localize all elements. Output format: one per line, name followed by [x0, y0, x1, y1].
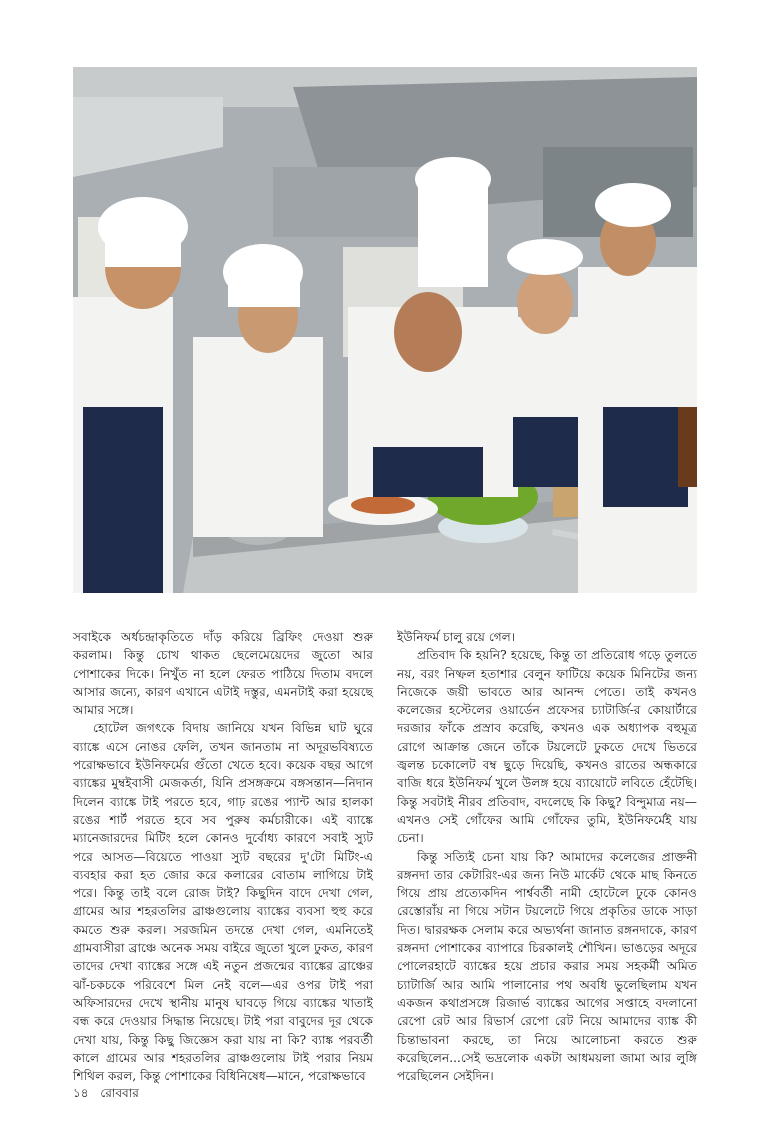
article-paragraph: প্রতিবাদ কি হয়নি? হয়েছে, কিন্তু তা প্রতিরোধ গড়ে তুলতে নয়, বরং নিষ্ফল হতাশার বেলুন ফাটিয়ে কয়েক মিনিটের জন্য নিজেকে জয়ী ভাবতে আর আনন্দ পেতে। তাই কখনও কলেজের হস্টেলের ওয়ার্ডেন প্রফেসর চ্যাটার্জি-র কোয়ার্টারে দরজার ফাঁকে প্রস্রাব করেছি, কখনও এক অধ্যাপক বহুমূত্র রোগে আক্রান্ত জেনে তাঁকে টয়লেটে ঢুকতে দেখে ভিতরে জ্বলন্ত চকোলেট বম্ব ছুড়ে দিয়েছি, কখনও রাতের অন্ধকারে বাজি ধরে ইউনিফর্ম খুলে উলঙ্গ হয়ে ব্যায়োটে লবিতে হেঁটেছি। কিন্তু সবটাই নীরব প্রতিবাদ, বদলেছে কি কিছু? বিন্দুমাত্র নয়—এখনও সেই গোঁফের আমি গোঁফের তুমি, ইউনিফর্মেই যায় চেনা।: [397, 648, 697, 846]
article-paragraph: সবাইকে অর্ধচন্দ্রাকৃতিতে দাঁড় করিয়ে ব্রিফিং দেওয়া শুরু করলাম। কিন্তু চোখ থাকত ছেলেমেয়েদের জুতো আর পোশাকের দিকে। নিখুঁত না হলে ফেরত পাঠিয়ে দিতাম বদলে আসার জন্যে, কারণ এখানে এটাই দস্তুর, এমনটাই করা হয়েছে আমার সঙ্গে।: [73, 630, 373, 718]
article-paragraph: কিন্তু সত্যিই চেনা যায় কি? আমাদের কলেজের প্রাক্তনী রঙ্গনদা তার কেটারিং-এর জন্য নিউ মার্কেট থেকে মাছ কিনতে গিয়ে প্রায় প্রত্যেকদিন পার্শ্ববর্তী নামী হোটেলে ঢুকে কোনও রেস্তোরাঁয় না গিয়ে সটান টয়লেটে গিয়ে প্রকৃতির ডাকে সাড়া দিত। দ্বাররক্ষক সেলাম করে অভ্যর্থনা জানাত রঙ্গনদাকে, কারণ রঙ্গনদা পোশাকের ব্যাপারে চিরকালই শৌখিন। ভাঙড়ের অদূরে পোলেরহাটে ব্যাঙ্কের হয়ে প্রচার করার সময় সহকর্মী অমিত চ্যাটার্জি আর আমি পালানোর পথ অবধি ভুলেছিলাম যখন একজন কথাপ্রসঙ্গে রিজার্ভ ব্যাঙ্কের আগের সপ্তাহে বদলানো রেপো রেট আর রিভার্স রেপো রেট নিয়ে আমাদের ব্যাঙ্ক কী চিন্তাভাবনা করছে, তা নিয়ে আলোচনা করতে শুরু করেছিলেন...সেই ভদ্রলোক একটা আধময়লা জামা আর লুঙ্গি পরেছিলেন সেইদিন।: [397, 849, 697, 1084]
article-column-right: [397, 628, 697, 1085]
chef-class-photo: [73, 67, 697, 593]
article-paragraph: হোটেল জগৎকে বিদায় জানিয়ে যখন বিভিন্ন ঘাট ঘুরে ব্যাঙ্কে এসে নোঙর ফেলি, তখন জানতাম না অদূরভবিষ্যতে পরোক্ষভাবে ইউনিফর্মের গুঁতো খেতে হবে। কয়েক বছর আগে ব্যাঙ্কের মুম্বইবাসী মেজকর্তা, যিনি প্রসঙ্গক্রমে বঙ্গসন্তান—নিদান দিলেন ব্যাঙ্কে টাই পরতে হবে, গাঢ় রঙের প্যান্ট আর হালকা রঙের শার্ট পরতে হবে সব পুরুষ কর্মচারীকে। এই ব্যাঙ্কে ম্যানেজারদের মিটিং হলে কোনও দুর্বোধ্য কারণে সবাই স্যুট পরে আসত—বিয়েতে পাওয়া স্যুট বছরের দু'টো মিটিং-এ ব্যবহার করা হত জোর করে কলারের বোতাম লাগিয়ে টাই পরে। কিন্তু তাই বলে রোজ টাই? কিছুদিন বাদে দেখা গেল, গ্রামের আর শহরতলির ব্রাঞ্চগুলোয় ব্যাঙ্কের ব্যবসা হুহু করে কমতে শুরু করল। সরজমিন তদন্তে দেখা গেল, এমনিতেই গ্রামবাসীরা ব্রাঞ্চে অনেক সময় বাইরে জুতো খুলে ঢুকত, কারণ তাদের দেখা ব্যাঙ্কের সঙ্গে এই নতুন প্রজন্মের ব্যাঙ্কের ব্রাঞ্চের ঝাঁ-চকচকে পরিবেশে মিল নেই বলে—এর ওপর টাই পরা অফিসারদের দেখে স্থানীয় মানুষ ঘাবড়ে গিয়ে ব্যাঙ্কের খাতাই বন্ধ করে দেওয়ার সিদ্ধান্ত নিয়েছে। টাই পরা বাবুদের দূর থেকে দেখা যায়, কিন্তু কিছু জিজ্ঞেস করা যায় না কি? ব্যাঙ্ক পরবর্তী কালে গ্রামের আর শহরতলির ব্রাঞ্চগুলোয় টাই পরার নিয়ম শিথিল করল, কিন্তু পোশাকের বিধিনিষেধ—মানে, পরোক্ষভাবে: [73, 721, 373, 1084]
magazine-name: রোববার: [100, 1086, 139, 1100]
article-column-left: [73, 628, 373, 1085]
chef-photo-illustration: [73, 67, 697, 593]
page-footer: [73, 1085, 147, 1105]
article-paragraph: ইউনিফর্ম চালু রয়ে গেল।: [397, 630, 516, 644]
page-number: ১৪: [73, 1086, 89, 1100]
